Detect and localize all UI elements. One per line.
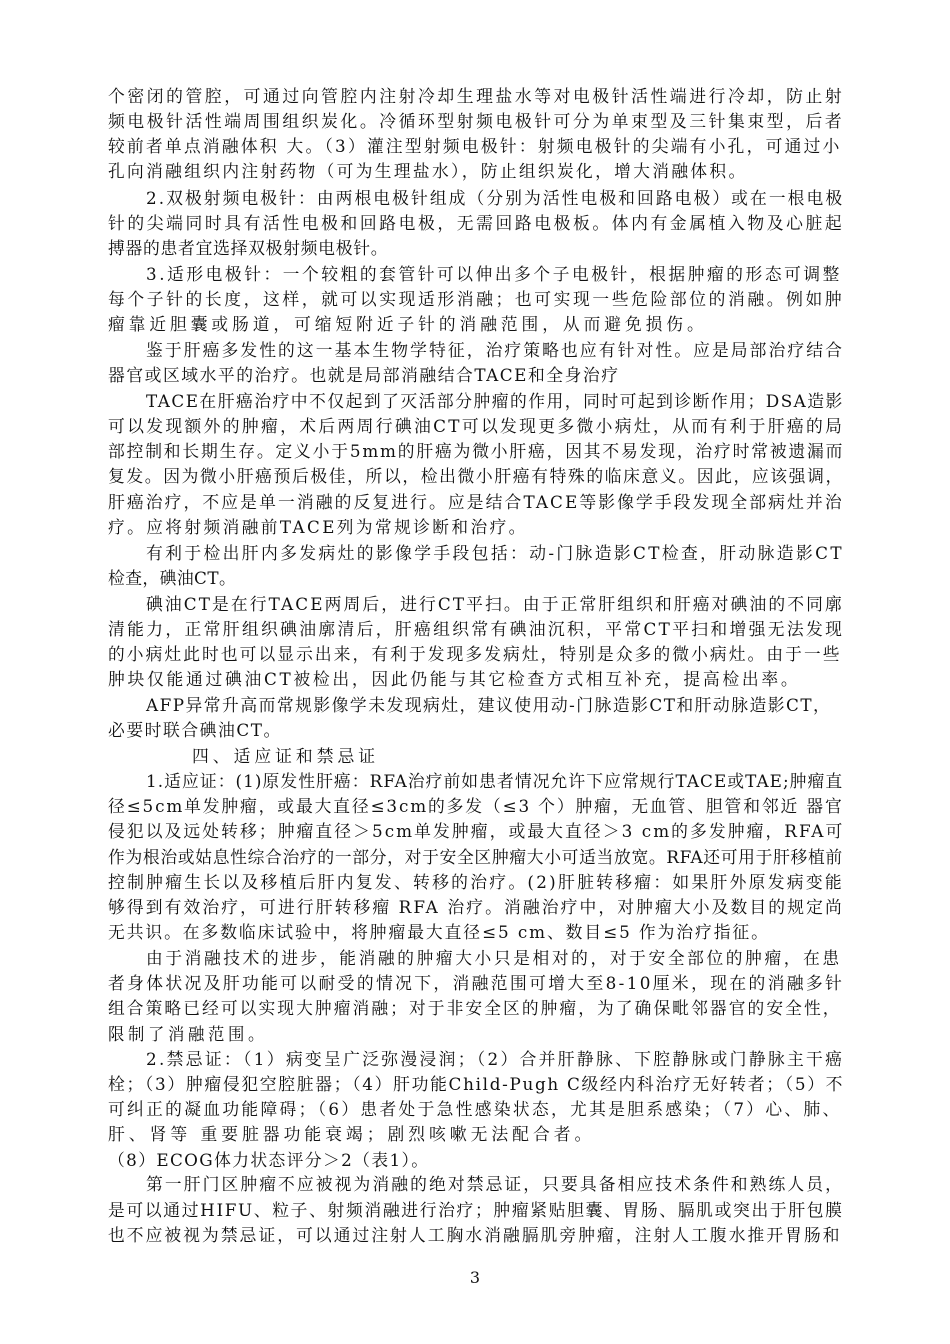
text-line: 肝癌治疗，不应是单一消融的反复进行。应是结合TACE等影像学手段发现全部病灶并治 [108, 492, 844, 512]
text-line: 部控制和长期生存。定义小于5mm的肝癌为微小肝癌，因其不易发现，治疗时常被遗漏而 [108, 441, 845, 461]
text-line: 可纠正的凝血功能障碍；（6）患者处于急性感染状态，尤其是胆系感染；（7）心、肺、 [108, 1099, 842, 1119]
text-line: 限制了消融范围。 [108, 1024, 268, 1044]
text-line: 控制肿瘤生长以及移植后肝内复发、转移的治疗。(2)肝脏转移瘤：如果肝外原发病变能 [108, 872, 844, 892]
text-line: 的小病灶此时也可以显示出来，有利于发现多发病灶，特别是众多的微小病灶。由于一些 [108, 644, 842, 664]
text-line: 每个子针的长度，这样，就可以实现适形消融；也可实现一些危险部位的消融。例如肿 [108, 289, 845, 309]
text-line: 由于消融技术的进步，能消融的肿瘤大小只是相对的，对于安全部位的肿瘤，在患 [146, 948, 842, 968]
text-line: TACE在肝癌治疗中不仅起到了灭活部分肿瘤的作用，同时可起到诊断作用；DSA造影 [146, 391, 844, 411]
text-line: 2.禁忌证：（1）病变呈广泛弥漫浸润；（2）合并肝静脉、下腔静脉或门静脉主干癌 [146, 1049, 845, 1069]
text-line: 侵犯以及远处转移；肿瘤直径＞5cm单发肿瘤，或最大直径＞3 cm的多发肿瘤，RFA可 [108, 821, 845, 841]
text-line: 针的尖端同时具有活性电极和回路电极，无需回路电极板。体内有金属植入物及心脏起 [108, 213, 845, 233]
text-line: 器官或区域水平的治疗。也就是局部消融结合TACE和全身治疗 [108, 365, 620, 385]
text-line: 四、适应证和禁忌证 [192, 746, 380, 766]
text-line: 作为根治或姑息性综合治疗的一部分，对于安全区肿瘤大小可适当放宽。RFA还可用于肝移植前 [108, 847, 843, 867]
text-line: 个密闭的管腔，可通过向管腔内注射冷却生理盐水等对电极针活性端进行冷却，防止射 [108, 86, 845, 106]
text-line: 无共识。在多数临床试验中，将肿瘤最大直径≤5 cm、数目≤5 作为治疗指征。 [108, 922, 770, 942]
text-line: 是可以通过HIFU、粒子、射频消融进行治疗；肿瘤紧贴胆囊、胃肠、膈肌或突出于肝包膜 [108, 1200, 844, 1220]
text-line: 可以发现额外的肿瘤，术后两周行碘油CT可以发现更多微小病灶，从而有利于肝癌的局 [108, 416, 845, 436]
text-line: 碘油CT是在行TACE两周后，进行CT平扫。由于正常肝组织和肝癌对碘油的不同廓 [146, 594, 844, 614]
text-line: 组合策略已经可以实现大肿瘤消融；对于非安全区的肿瘤，为了确保毗邻器官的安全性， [108, 998, 842, 1018]
text-line: 检查，碘油CT。 [108, 568, 237, 588]
text-line: 径≤5cm单发肿瘤，或最大直径≤3cm的多发（≤3 个）肿瘤，无血管、胆管和邻近 器官 [108, 796, 844, 816]
text-line: 瘤靠近胆囊或肠道，可缩短附近子针的消融范围，从而避免损伤。 [108, 314, 708, 334]
text-line: 栓；（3）肿瘤侵犯空腔脏器；（4）肝功能Child-Pugh C级经内科治疗无好转者；（5）不 [108, 1074, 845, 1094]
text-line: 较前者单点消融体积 大。（3）灌注型射频电极针：射频电极针的尖端有小孔，可通过小 [108, 136, 842, 156]
text-line: 鉴于肝癌多发性的这一基本生物学特征，治疗策略也应有针对性。应是局部治疗结合 [146, 340, 844, 360]
text-line: 者身体状况及肝功能可以耐受的情况下，消融范围可增大至8-10厘米，现在的消融多针 [108, 973, 845, 993]
text-line: 1.适应证：(1)原发性肝癌：RFA治疗前如患者情况允许下应常规行TACE或TAE;肿瘤直 [146, 771, 844, 791]
text-line: 必要时联合碘油CT。 [108, 720, 282, 740]
text-line: 第一肝门区肿瘤不应被视为消融的绝对禁忌证，只要具备相应技术条件和熟练人员， [146, 1174, 844, 1194]
text-line: 也不应被视为禁忌证，可以通过注射人工胸水消融膈肌旁肿瘤，注射人工腹水推开胃肠和 [108, 1225, 842, 1245]
text-line: 肿块仅能通过碘油CT被检出，因此仍能与其它检查方式相互补充，提高检出率。 [108, 669, 801, 689]
text-line: 3.适形电极针：一个较粗的套管针可以伸出多个子电极针，根据肿瘤的形态可调整 [146, 264, 842, 284]
page-number: 3 [469, 1268, 481, 1287]
text-line: 有利于检出肝内多发病灶的影像学手段包括：动-门脉造影CT检查，肝动脉造影CT [146, 543, 844, 563]
text-line: 疗。应将射频消融前TACE列为常规诊断和治疗。 [108, 517, 528, 537]
text-line: 孔向消融组织内注射药物（可为生理盐水），防止组织炭化，增大消融体积。 [108, 161, 748, 181]
text-line: 肝、肾等 重要脏器功能衰竭；剧烈咳嗽无法配合者。 [108, 1124, 596, 1144]
text-line: 2.双极射频电极针：由两根电极针组成（分别为活性电极和回路电极）或在一根电极 [146, 188, 845, 208]
text-line: 频电极针活性端周围组织炭化。冷循环型射频电极针可分为单束型及三针集束型，后者 [108, 111, 845, 131]
text-line: 清能力，正常肝组织碘油廓清后，肝癌组织常有碘油沉积，平常CT平扫和增强无法发现 [108, 619, 845, 639]
text-line: 复发。因为微小肝癌预后极佳，所以，检出微小肝癌有特殊的临床意义。因此，应该强调， [108, 466, 844, 486]
text-line: 够得到有效治疗，可进行肝转移瘤 RFA 治疗。消融治疗中，对肿瘤大小及数目的规定尚 [108, 897, 844, 917]
text-line: AFP异常升高而常规影像学未发现病灶，建议使用动-门脉造影CT和肝动脉造影CT， [146, 695, 832, 715]
text-line: 搏器的患者宜选择双极射频电极针。 [108, 238, 389, 258]
text-line: （8）ECOG体力状态评分＞2（表1）。 [108, 1150, 430, 1170]
